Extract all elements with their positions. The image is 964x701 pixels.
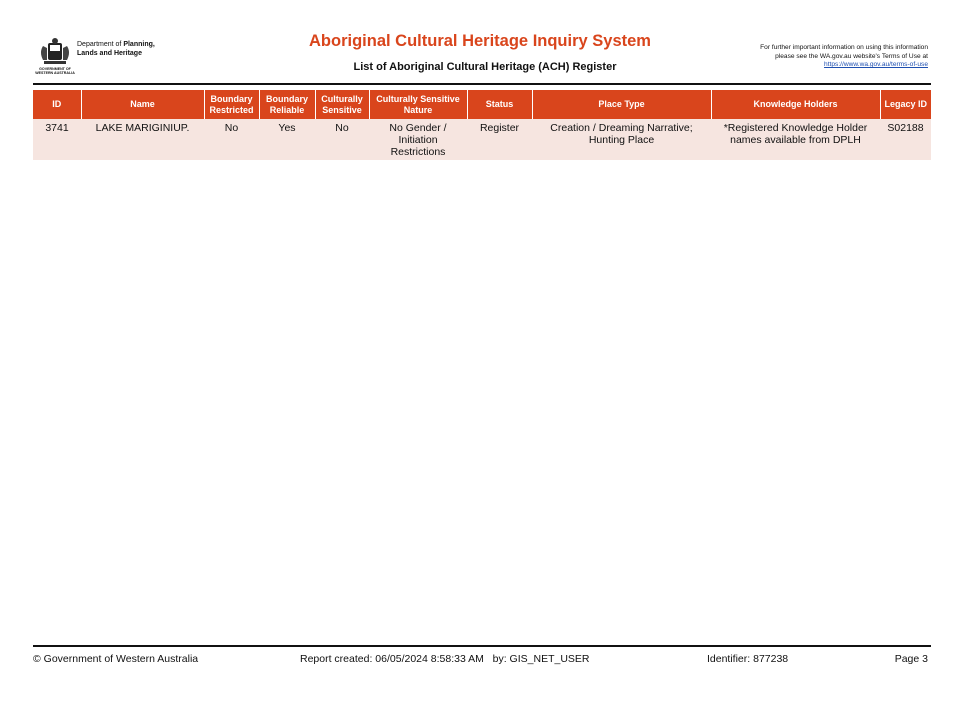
report-subtitle: List of Aboriginal Cultural Heritage (ACH) Register — [353, 61, 617, 73]
terms-of-use-link[interactable]: https://www.wa.gov.au/terms-of-use — [824, 61, 928, 69]
table-row — [33, 119, 931, 160]
col-header-boundary-reliable: Boundary Reliable — [259, 90, 315, 119]
cell-status: Register — [467, 119, 532, 160]
table-header-row — [33, 90, 931, 119]
footer-report-created: Report created: 06/05/2024 8:58:33 AM by: GIS_NET_USER — [300, 653, 590, 665]
cell-name: LAKE MARIGINIUP. — [81, 119, 204, 160]
cell-knowledge-holders: *Registered Knowledge Holder names available from DPLH — [711, 119, 880, 160]
col-header-status: Status — [467, 90, 532, 119]
footer-copyright: © Government of Western Australia — [33, 653, 199, 665]
col-header-id: ID — [33, 90, 81, 119]
register-table — [33, 90, 931, 160]
header-divider — [33, 83, 931, 85]
col-header-legacy-id: Legacy ID — [880, 90, 931, 119]
department-name: Department of Planning, Lands and Heritage — [77, 41, 155, 57]
cell-place-type: Creation / Dreaming Narrative; Hunting Place — [532, 119, 711, 160]
cell-boundary-reliable: Yes — [259, 119, 315, 160]
footer-divider — [33, 645, 931, 647]
footer-identifier: Identifier: 877238 — [707, 653, 789, 665]
col-header-boundary-restricted: Boundary Restricted — [204, 90, 259, 119]
cell-culturally-sensitive-nature: No Gender / Initiation Restrictions — [369, 119, 467, 160]
page-title: Aboriginal Cultural Heritage Inquiry System — [309, 32, 651, 50]
cell-boundary-restricted: No — [204, 119, 259, 160]
terms-info — [760, 44, 928, 70]
col-header-culturally-sensitive: Culturally Sensitive — [315, 90, 369, 119]
info-line-2: please see the WA.gov.au website's Terms of Use at — [775, 52, 928, 60]
department-logo — [35, 36, 185, 78]
cell-id: 3741 — [33, 119, 81, 160]
cell-culturally-sensitive: No — [315, 119, 369, 160]
cell-legacy-id: S02188 — [880, 119, 931, 160]
col-header-place-type: Place Type — [532, 90, 711, 119]
col-header-culturally-sensitive-nature: Culturally Sensitive Nature — [369, 90, 467, 119]
col-header-knowledge-holders: Knowledge Holders — [711, 90, 880, 119]
info-line-1: For further important information on using this information — [760, 44, 928, 51]
government-label: GOVERNMENT OF WESTERN AUSTRALIA — [35, 67, 75, 76]
col-header-name: Name — [81, 90, 204, 119]
footer-page-number: Page 3 — [894, 653, 928, 665]
